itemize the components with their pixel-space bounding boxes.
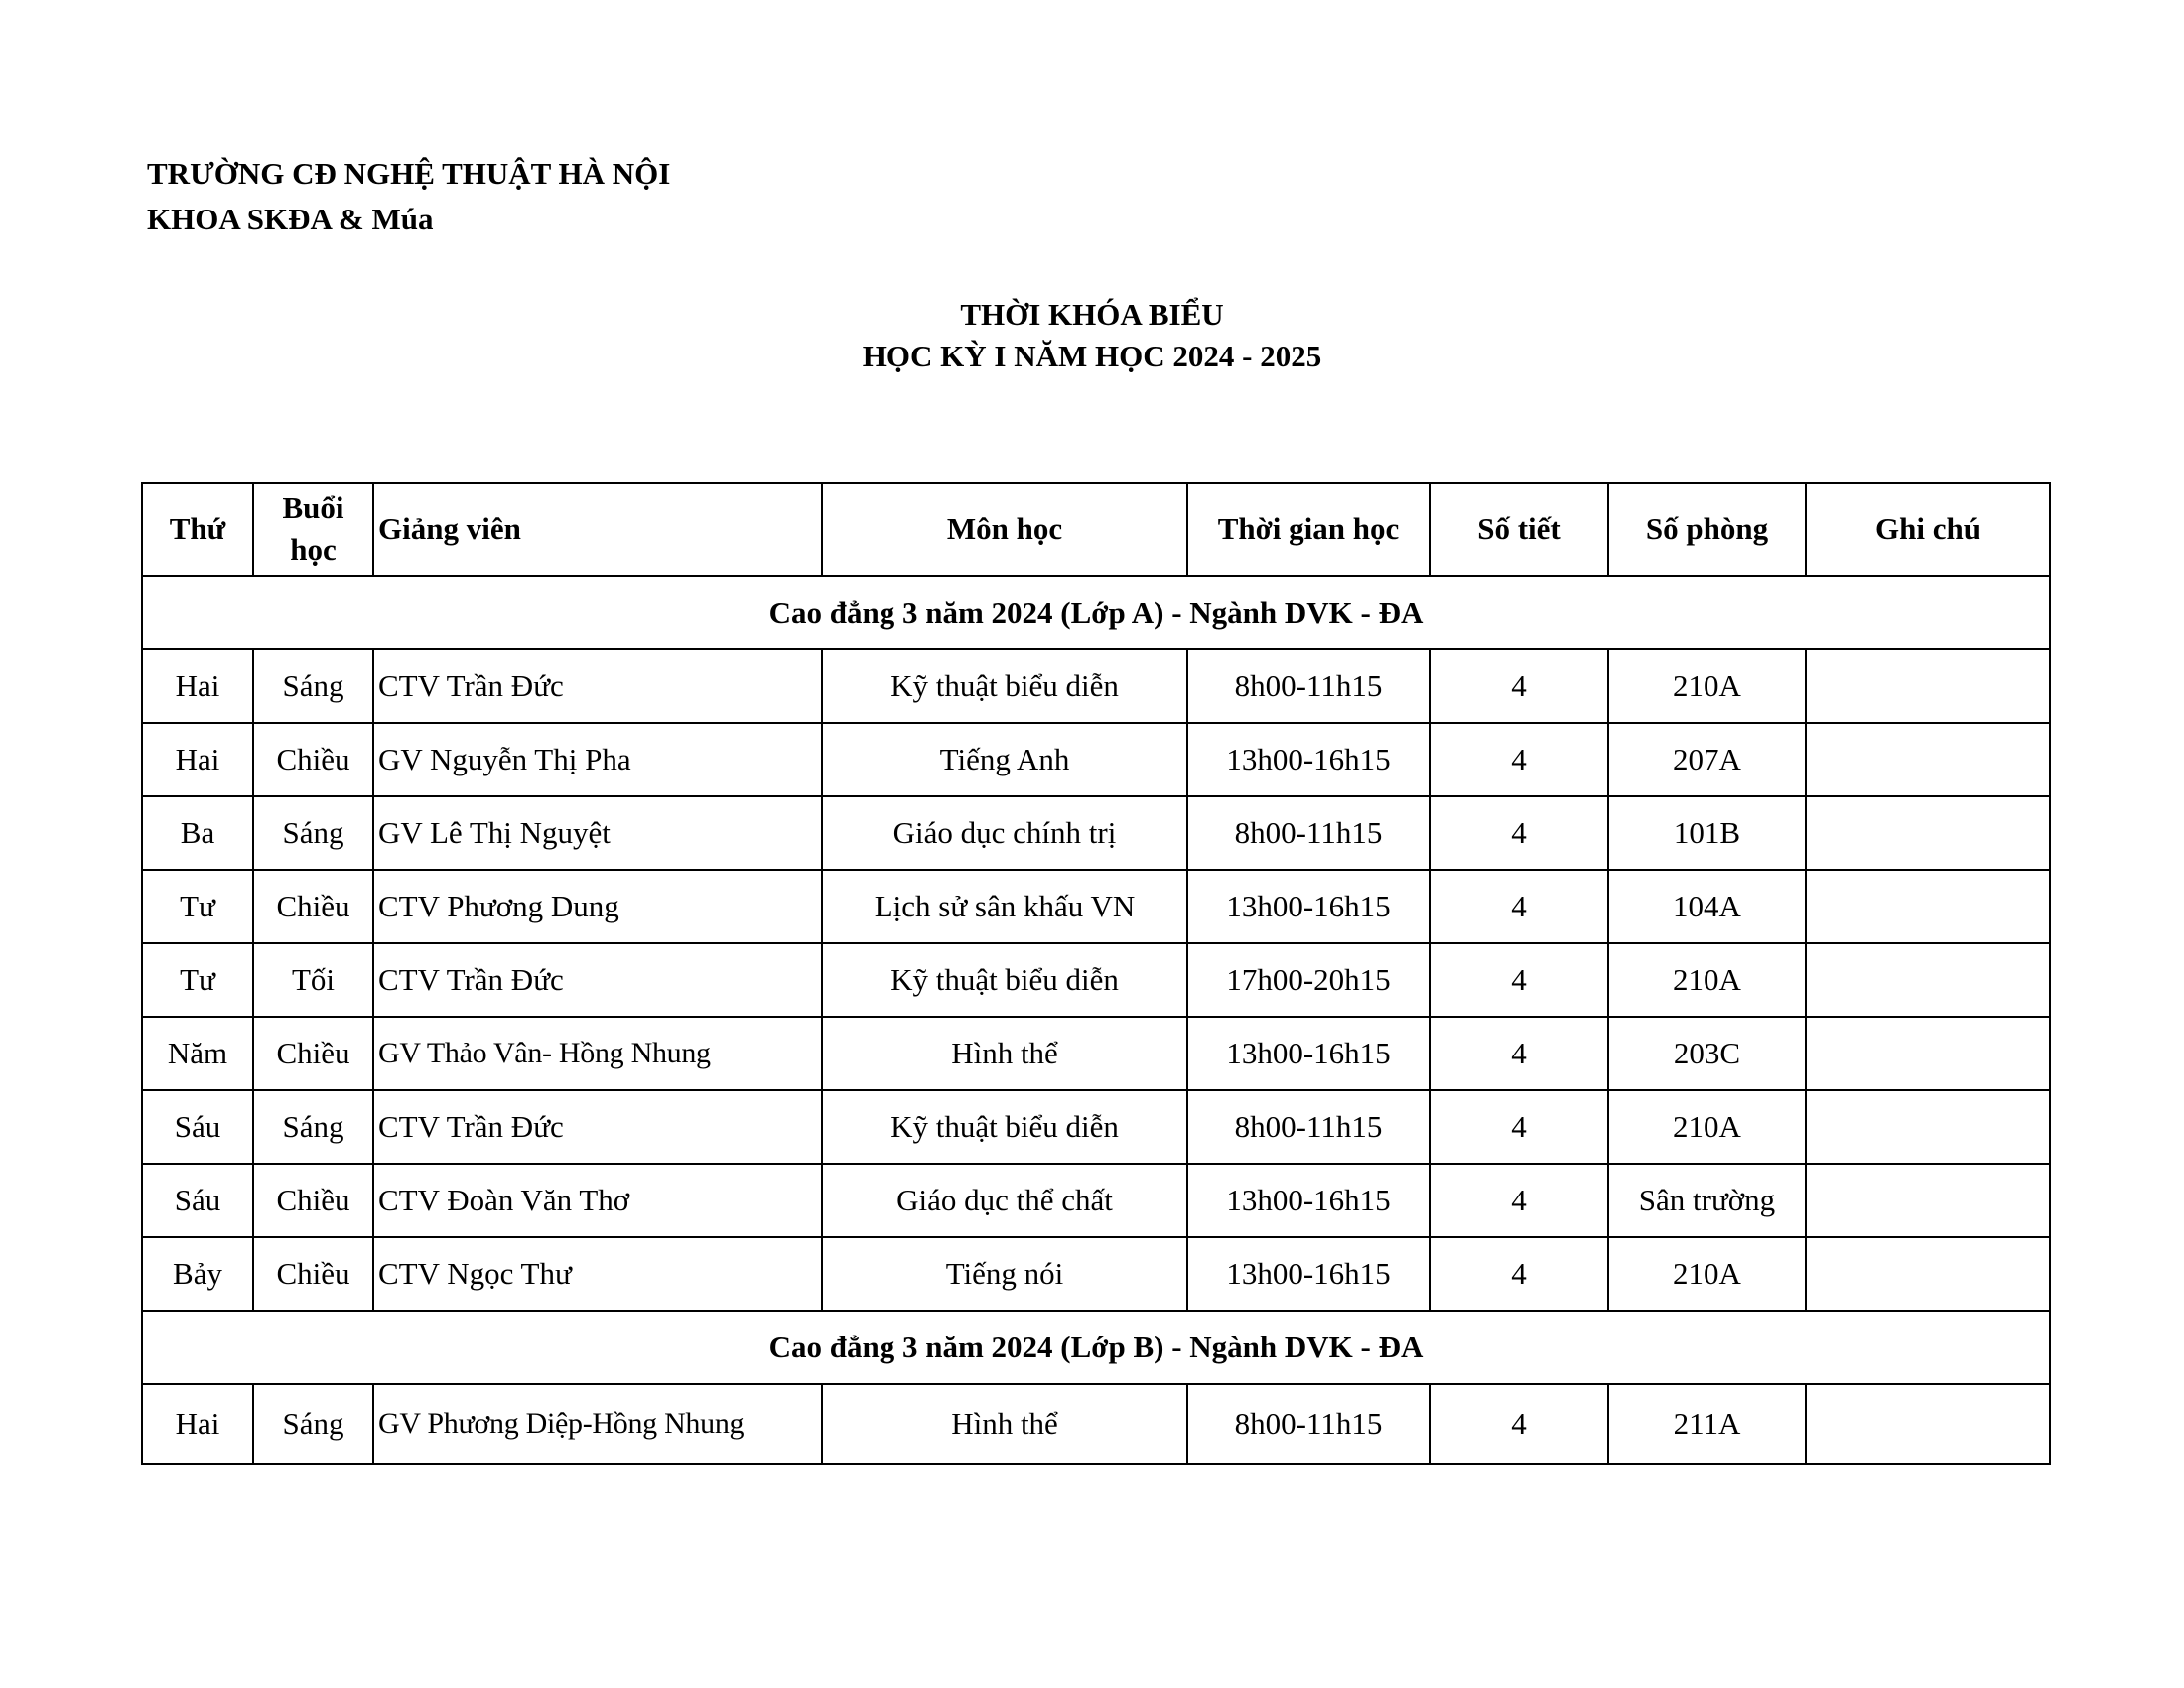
cell-time: 13h00-16h15 [1187, 1237, 1430, 1311]
cell-session: Sáng [253, 1384, 373, 1464]
cell-session: Chiều [253, 1237, 373, 1311]
cell-day: Hai [142, 1384, 253, 1464]
table-row [142, 1090, 2050, 1164]
cell-note [1806, 1164, 2050, 1237]
faculty-name: KHOA SKĐA & Múa [147, 202, 434, 236]
cell-subject: Tiếng nói [822, 1237, 1187, 1311]
cell-periods: 4 [1430, 870, 1608, 943]
cell-room: 210A [1608, 1090, 1806, 1164]
cell-note [1806, 1237, 2050, 1311]
cell-room: 104A [1608, 870, 1806, 943]
title-line-1: THỜI KHÓA BIỂU [960, 297, 1224, 332]
table-header-row [142, 483, 2050, 576]
cell-periods: 4 [1430, 1090, 1608, 1164]
cell-lecturer: CTV Đoàn Văn Thơ [373, 1164, 822, 1237]
column-header-day: Thứ [142, 483, 253, 576]
cell-subject: Tiếng Anh [822, 723, 1187, 796]
document-title [0, 294, 2184, 377]
cell-lecturer: GV Nguyễn Thị Pha [373, 723, 822, 796]
table-row [142, 1237, 2050, 1311]
cell-time: 17h00-20h15 [1187, 943, 1430, 1017]
cell-room: Sân trường [1608, 1164, 1806, 1237]
cell-day: Sáu [142, 1090, 253, 1164]
column-header-session [253, 483, 373, 576]
cell-time: 8h00-11h15 [1187, 1384, 1430, 1464]
cell-subject: Lịch sử sân khấu VN [822, 870, 1187, 943]
cell-lecturer: CTV Trần Đức [373, 649, 822, 723]
cell-lecturer: GV Phương Diệp-Hồng Nhung [373, 1384, 822, 1464]
cell-note [1806, 796, 2050, 870]
column-header-lecturer: Giảng viên [373, 483, 822, 576]
group-row-class-a [142, 576, 2050, 649]
table-row [142, 1017, 2050, 1090]
cell-day: Tư [142, 943, 253, 1017]
table-row [142, 1164, 2050, 1237]
cell-day: Bảy [142, 1237, 253, 1311]
cell-session: Chiều [253, 1164, 373, 1237]
cell-room: 203C [1608, 1017, 1806, 1090]
cell-lecturer: GV Thảo Vân- Hồng Nhung [373, 1017, 822, 1090]
cell-session: Sáng [253, 796, 373, 870]
cell-session: Chiều [253, 723, 373, 796]
cell-room: 210A [1608, 1237, 1806, 1311]
schedule-table [141, 482, 2051, 1465]
cell-day: Tư [142, 870, 253, 943]
school-name: TRƯỜNG CĐ NGHỆ THUẬT HÀ NỘI [147, 156, 671, 191]
cell-lecturer: CTV Trần Đức [373, 943, 822, 1017]
cell-day: Hai [142, 723, 253, 796]
cell-subject: Giáo dục chính trị [822, 796, 1187, 870]
cell-time: 13h00-16h15 [1187, 870, 1430, 943]
cell-subject: Giáo dục thể chất [822, 1164, 1187, 1237]
cell-subject: Kỹ thuật biểu diễn [822, 1090, 1187, 1164]
cell-periods: 4 [1430, 796, 1608, 870]
cell-note [1806, 870, 2050, 943]
cell-day: Hai [142, 649, 253, 723]
cell-periods: 4 [1430, 1164, 1608, 1237]
column-header-subject: Môn học [822, 483, 1187, 576]
cell-lecturer: GV Lê Thị Nguyệt [373, 796, 822, 870]
cell-room: 210A [1608, 943, 1806, 1017]
cell-session: Chiều [253, 870, 373, 943]
cell-day: Sáu [142, 1164, 253, 1237]
column-header-time: Thời gian học [1187, 483, 1430, 576]
cell-day: Ba [142, 796, 253, 870]
cell-time: 13h00-16h15 [1187, 1017, 1430, 1090]
cell-subject: Hình thể [822, 1384, 1187, 1464]
cell-lecturer: CTV Trần Đức [373, 1090, 822, 1164]
document-header [147, 151, 670, 242]
cell-periods: 4 [1430, 1017, 1608, 1090]
column-header-session-line1: Buổi [282, 491, 344, 525]
cell-room: 101B [1608, 796, 1806, 870]
cell-session: Tối [253, 943, 373, 1017]
cell-time: 13h00-16h15 [1187, 1164, 1430, 1237]
table-row [142, 870, 2050, 943]
table-row [142, 649, 2050, 723]
column-header-session-line2: học [290, 532, 337, 567]
cell-session: Sáng [253, 649, 373, 723]
cell-periods: 4 [1430, 1237, 1608, 1311]
table-row [142, 723, 2050, 796]
title-line-2: HỌC KỲ I NĂM HỌC 2024 - 2025 [862, 339, 1322, 373]
cell-time: 8h00-11h15 [1187, 796, 1430, 870]
cell-note [1806, 1090, 2050, 1164]
cell-note [1806, 943, 2050, 1017]
column-header-note: Ghi chú [1806, 483, 2050, 576]
cell-room: 211A [1608, 1384, 1806, 1464]
cell-time: 13h00-16h15 [1187, 723, 1430, 796]
cell-session: Sáng [253, 1090, 373, 1164]
group-title: Cao đẳng 3 năm 2024 (Lớp A) - Ngành DVK - ĐA [142, 576, 2050, 649]
cell-time: 8h00-11h15 [1187, 649, 1430, 723]
cell-lecturer: CTV Ngọc Thư [373, 1237, 822, 1311]
cell-subject: Hình thể [822, 1017, 1187, 1090]
cell-periods: 4 [1430, 943, 1608, 1017]
cell-room: 210A [1608, 649, 1806, 723]
column-header-periods: Số tiết [1430, 483, 1608, 576]
cell-periods: 4 [1430, 649, 1608, 723]
group-title: Cao đẳng 3 năm 2024 (Lớp B) - Ngành DVK - ĐA [142, 1311, 2050, 1384]
table-row [142, 943, 2050, 1017]
cell-lecturer: CTV Phương Dung [373, 870, 822, 943]
cell-subject: Kỹ thuật biểu diễn [822, 649, 1187, 723]
cell-subject: Kỹ thuật biểu diễn [822, 943, 1187, 1017]
cell-periods: 4 [1430, 723, 1608, 796]
cell-day: Năm [142, 1017, 253, 1090]
cell-note [1806, 1384, 2050, 1464]
cell-note [1806, 723, 2050, 796]
column-header-room: Số phòng [1608, 483, 1806, 576]
table-row [142, 796, 2050, 870]
cell-session: Chiều [253, 1017, 373, 1090]
cell-note [1806, 1017, 2050, 1090]
cell-time: 8h00-11h15 [1187, 1090, 1430, 1164]
table-row [142, 1384, 2050, 1464]
cell-room: 207A [1608, 723, 1806, 796]
cell-note [1806, 649, 2050, 723]
cell-periods: 4 [1430, 1384, 1608, 1464]
group-row-class-b [142, 1311, 2050, 1384]
